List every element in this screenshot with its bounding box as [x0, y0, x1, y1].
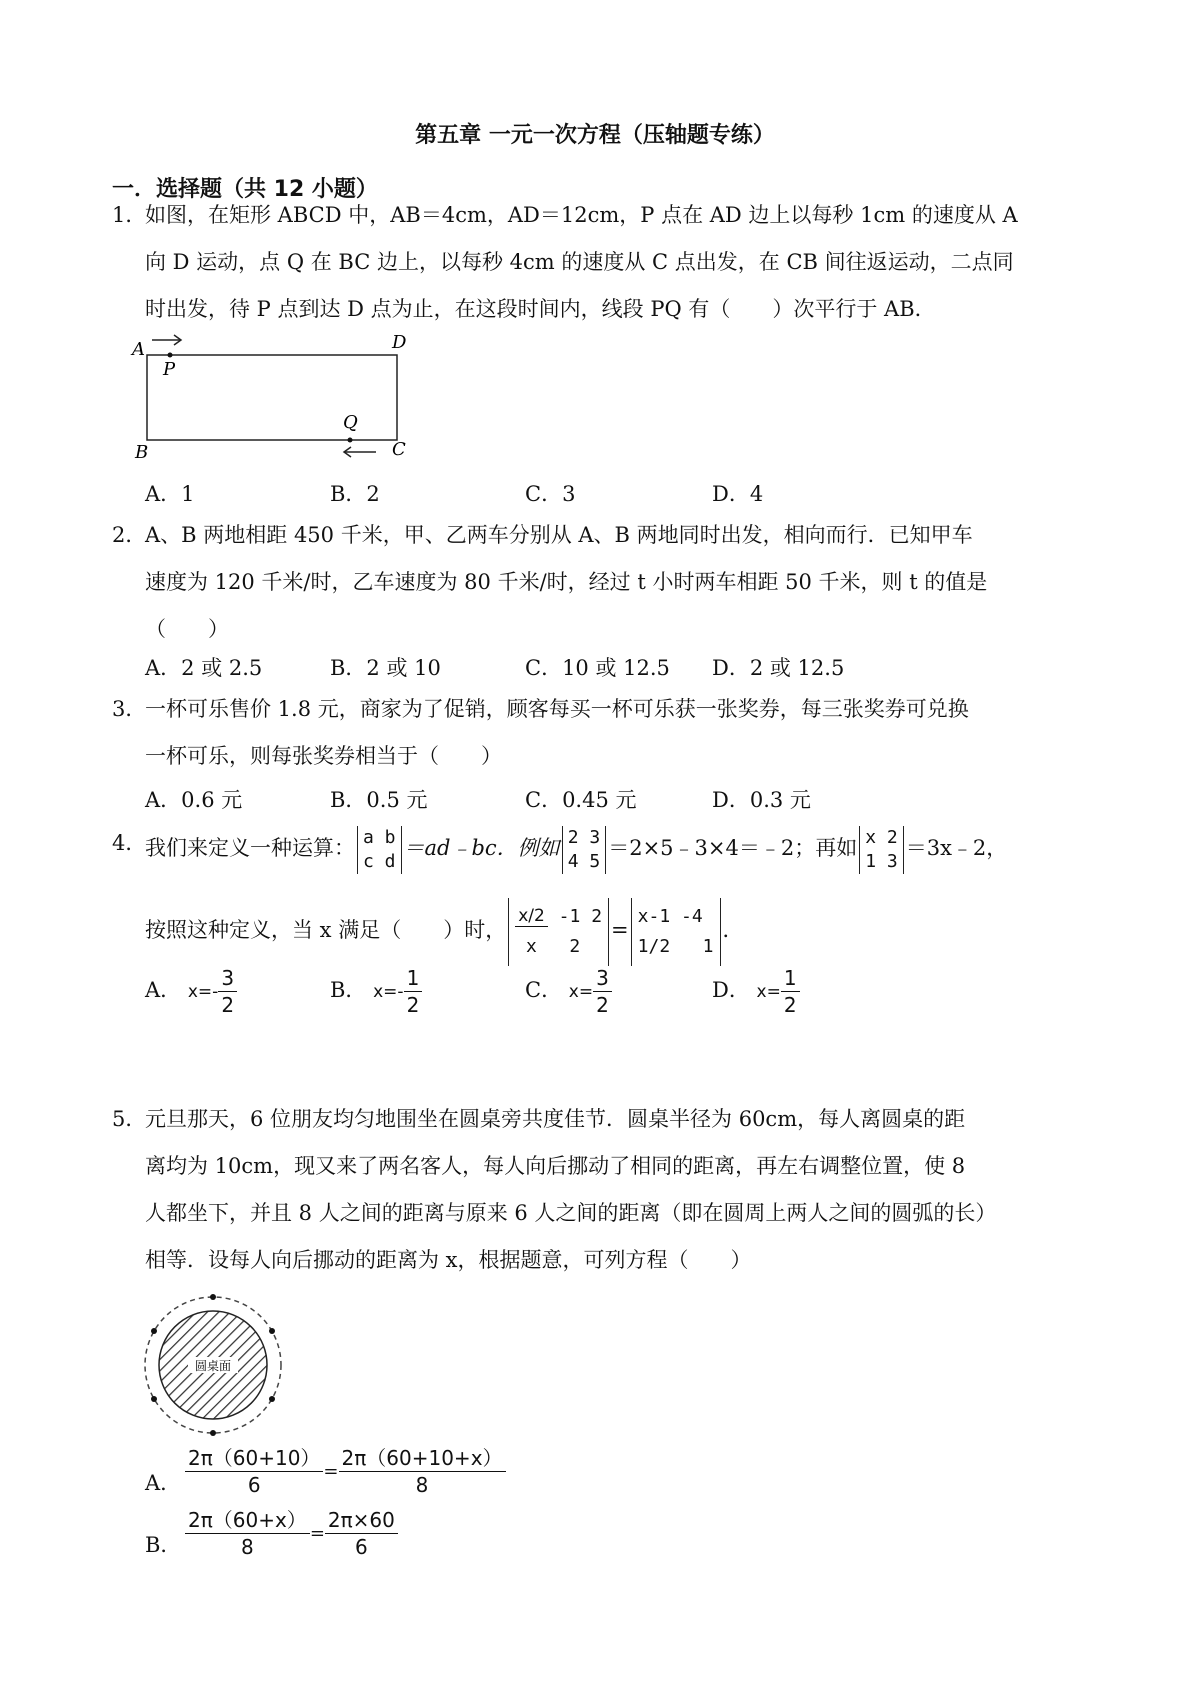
question-5 [112, 1096, 1072, 1284]
question-line: 速度为 120 千米/时，乙车速度为 80 千米/时，经过 t 小时两车相距 50 千米，则 t 的值是 [145, 570, 988, 594]
text-segment: ＝ad﹣bc．例如 [403, 836, 560, 860]
question-number: 4． [112, 831, 147, 855]
option-c[interactable]: C．0.45 元 [525, 788, 637, 812]
label-p: P [163, 359, 176, 380]
question-line: 时出发，待 P 点到达 D 点为止，在这段时间内，线段 PQ 有（ ）次平行于 AB． [145, 297, 936, 321]
frac-den: 2 [596, 993, 609, 1017]
option-lhs: x=- [373, 982, 404, 1002]
frac-den: 2 [406, 993, 420, 1017]
text-segment: ＝2×5﹣3×4＝﹣2；再如 [608, 836, 858, 860]
option-label: B． [145, 1533, 182, 1557]
det-cell: 2 [569, 935, 581, 957]
det-cell: x [526, 935, 537, 957]
question-line: A、B 两地相距 450 千米，甲、乙两车分别从 A、B 两地同时出发，相向而行．已知甲车 [145, 523, 973, 547]
text-segment: 按照这种定义，当 x 满足（ ）时， [145, 918, 507, 942]
question-line: 一杯可乐，则每张奖券相当于（ ） [145, 744, 502, 768]
option-b[interactable]: B．0.5 元 [330, 788, 428, 812]
question-line: （ ） [145, 617, 229, 641]
frac-num: 3 [218, 965, 237, 992]
page-title: 第五章 一元一次方程（压轴题专练） [415, 123, 775, 148]
determinant-example1 [562, 826, 607, 874]
frac-den: 2 [221, 993, 235, 1017]
det-row: a b [363, 826, 396, 848]
table-label: 圆桌面 [194, 1359, 232, 1373]
label-b: B [135, 442, 149, 463]
option-b[interactable]: B．2 [330, 482, 380, 506]
text-segment: ＝3x﹣2， [905, 836, 1008, 860]
frac-den: 8 [241, 1535, 254, 1559]
det-cell: x-1 [637, 905, 671, 927]
option-lhs: x= [756, 982, 781, 1002]
option-b[interactable]: B．2 或 10 [330, 656, 441, 680]
det-cell: -4 [681, 905, 703, 927]
option-label: A． [145, 978, 182, 1002]
det-cell: -1 [558, 905, 581, 927]
question-line: 向 D 运动，点 Q 在 BC 边上，以每秒 4cm 的速度从 C 点出发，在 CB 间往返运动，二点同 [145, 250, 1014, 274]
option-a[interactable]: A．2 或 2.5 [145, 656, 263, 680]
option-lhs: x=- [187, 982, 219, 1002]
label-a: A [132, 339, 145, 360]
det-cell: 2 [591, 905, 603, 927]
question-line: 如图，在矩形 ABCD 中，AB＝4cm，AD＝12cm，P 点在 AD 边上以每秒 1cm 的速度从 A [145, 203, 1018, 227]
question-number: 3． [112, 697, 147, 721]
option-label: B． [330, 978, 367, 1002]
option-label: D． [712, 978, 750, 1002]
det-row: c d [363, 850, 396, 872]
question-4: 4． 我们来定义一种运算： a b c d ＝ad﹣bc．例如 2 3 4 5 ＝2×5﹣3×4＝﹣2；再如 x 2 1 3 ＝3x﹣2， 按照这种定义，当 x 满足（ ）时， x/2 -1 2 x 2 = x-1 -4 1/2 1 ． [112, 820, 1072, 970]
question-line: 相等．设每人向后挪动的距离为 x，根据题意，可列方程（ ） [145, 1248, 752, 1272]
question-3 [112, 686, 1072, 780]
determinant-lhs [508, 898, 609, 966]
option-c[interactable] [525, 965, 612, 1018]
option-label: C． [525, 978, 563, 1002]
frac-num: 1 [404, 965, 423, 992]
option-d[interactable]: D．2 或 12.5 [712, 656, 845, 680]
question-2 [112, 512, 1072, 653]
option-label: A． [145, 1471, 182, 1495]
option-d[interactable]: D．4 [712, 482, 764, 506]
question-line: 一杯可乐售价 1.8 元，商家为了促销，顾客每买一杯可乐获一张奖券，每三张奖券可兑换 [145, 697, 969, 721]
option-a[interactable] [145, 965, 237, 1018]
det-row: 1 3 [865, 850, 898, 872]
question-number: 1． [112, 203, 147, 227]
round-table-figure [138, 1290, 288, 1440]
option-c[interactable]: C．3 [525, 482, 576, 506]
option-b[interactable] [330, 965, 422, 1018]
det-cell: 1 [702, 935, 714, 957]
question-number: 5． [112, 1107, 147, 1131]
det-cell: 1/2 [637, 935, 671, 957]
text-segment: 我们来定义一种运算： [145, 836, 355, 860]
question-1 [112, 192, 1072, 333]
frac-num: 3 [593, 965, 612, 992]
label-d: D [392, 332, 407, 353]
frac-num: 2π（60+10） [185, 1445, 323, 1472]
frac-num: x/2 [515, 906, 548, 927]
determinant-example2 [859, 826, 904, 874]
question-number: 2． [112, 523, 147, 547]
question-line: 元旦那天，6 位朋友均匀地围坐在圆桌旁共度佳节．圆桌半径为 60cm，每人离圆桌的距 [145, 1107, 966, 1131]
frac-den: 6 [355, 1535, 368, 1559]
determinant-abcd [357, 826, 402, 874]
option-lhs: x= [568, 982, 594, 1002]
frac-num: 2π（60+x） [185, 1507, 310, 1534]
option-a[interactable]: A．1 [145, 482, 195, 506]
frac-num: 2π（60+10+x） [339, 1445, 506, 1472]
frac-num: 1 [781, 965, 800, 992]
question-line: 人都坐下，并且 8 人之间的距离与原来 6 人之间的距离（即在圆周上两人之间的圆弧的长） [145, 1201, 997, 1225]
det-row: x 2 [865, 826, 898, 848]
option-c[interactable]: C．10 或 12.5 [525, 656, 670, 680]
det-row: 4 5 [567, 850, 601, 872]
det-row: 2 3 [567, 826, 601, 848]
rectangle-figure [130, 330, 440, 470]
option-d[interactable]: D．0.3 元 [712, 788, 811, 812]
frac-den: 8 [415, 1473, 429, 1497]
option-d[interactable] [712, 965, 800, 1018]
label-q: Q [343, 412, 358, 433]
frac-den: 6 [247, 1473, 261, 1497]
option-a[interactable]: A．0.6 元 [145, 788, 243, 812]
label-c: C [392, 439, 406, 460]
question-line: 离均为 10cm，现又来了两名客人，每人向后挪动了相同的距离，再左右调整位置，使 8 [145, 1154, 966, 1178]
frac-num: 2π×60 [325, 1507, 398, 1534]
section-heading: 一．选择题（共 12 小题） [112, 177, 378, 202]
determinant-rhs [631, 898, 721, 966]
frac-den: 2 [783, 993, 797, 1017]
